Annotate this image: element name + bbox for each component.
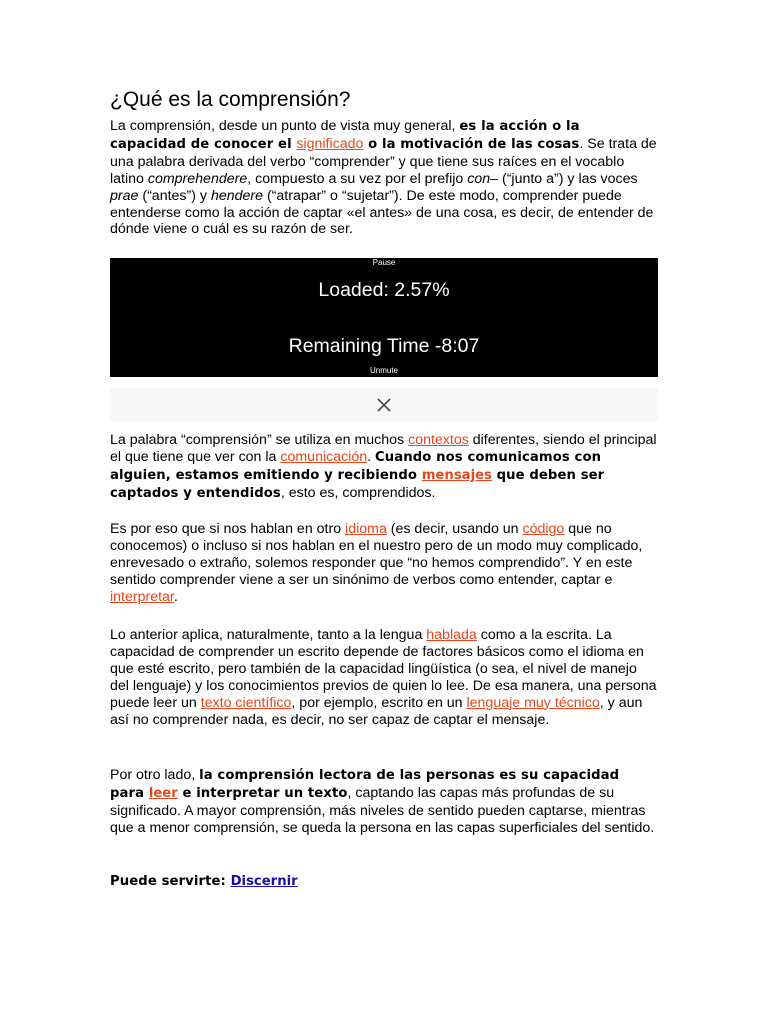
p2-bold-1: Cuando nos comunicamos con alguien, estamos emitiendo y recibiendo — [110, 449, 602, 483]
p1-italic-3: prae — [110, 187, 139, 204]
video-player[interactable] — [110, 258, 658, 377]
p1-text-4: – (“junto a”) y las voces — [490, 170, 638, 187]
link-hablada[interactable]: hablada — [426, 627, 477, 643]
link-discernir[interactable]: Discernir — [230, 874, 298, 889]
link-significado[interactable]: significado — [296, 135, 364, 152]
p4-text-1: Lo anterior aplica, naturalmente, tanto a la lengua — [110, 627, 427, 643]
related-link-line — [110, 873, 658, 891]
pause-button[interactable]: Pause — [372, 258, 396, 267]
p5-bold-2: e interpretar un texto — [177, 785, 348, 801]
link-texto-cientifico[interactable]: texto científico — [200, 694, 292, 711]
p2-bold-2: que deben ser captados y entendidos — [110, 467, 605, 501]
link-idioma[interactable]: idioma — [345, 521, 387, 537]
p3-text-4: . — [173, 588, 178, 605]
link-comunicacion[interactable]: comunicación — [280, 448, 368, 465]
link-mensajes[interactable]: mensajes — [421, 467, 492, 483]
loaded-status: Loaded: 2.57% — [318, 279, 450, 301]
paragraph-4 — [110, 627, 658, 728]
paragraph-2 — [110, 432, 658, 503]
p1-text-1: La comprensión, desde un punto de vista muy general, — [110, 118, 460, 134]
link-leer[interactable]: leer — [148, 785, 178, 801]
p5-bold-1: la comprensión lectora de las personas es su capacidad para — [110, 768, 620, 801]
p1-italic-2: con — [467, 170, 491, 187]
link-contextos[interactable]: contextos — [408, 432, 469, 448]
p2-text-4: , esto es, comprendidos. — [280, 484, 436, 501]
remaining-time: Remaining Time -8:07 — [288, 335, 480, 357]
paragraph-5 — [110, 767, 658, 837]
p1-text-6: (“atrapar” o “sujetar”). De este modo, comprender puede entenderse como la acción de captar «el antes» de una cosa, es decir, de entender de dónde viene o cuál es su razón de ser. — [110, 187, 654, 238]
page-title: ¿Qué es la comprensión? — [110, 88, 351, 111]
p2-text-3: . — [367, 448, 376, 465]
ad-close-bar — [110, 388, 658, 421]
p1-italic-4: hendere — [210, 187, 264, 204]
paragraph-1 — [110, 118, 658, 238]
p1-italic-1: comprehendere — [147, 170, 248, 187]
p1-bold-2: o la motivación de las cosas — [363, 136, 580, 152]
link-lenguaje-muy-tecnico[interactable]: lenguaje muy técnico — [466, 694, 600, 711]
p1-text-2: . Se trata de una palabra derivada del verbo “comprender” y que tiene sus raíces en el vocablo latino — [110, 135, 657, 187]
related-label: Puede servirte: — [110, 874, 231, 889]
p1-text-3: , compuesto a su vez por el prefijo — [247, 170, 468, 187]
p1-text-5: (“antes”) y — [138, 187, 211, 204]
unmute-button[interactable]: Unmute — [369, 366, 398, 375]
p2-text-1: La palabra “comprensión” se utiliza en muchos — [110, 432, 409, 448]
p5-text-1: Por otro lado, — [110, 767, 200, 783]
p1-bold-1: es la acción o la capacidad de conocer el — [110, 119, 580, 152]
p3-text-2: (es decir, usando un — [386, 521, 523, 537]
link-interpretar[interactable]: interpretar — [110, 588, 174, 605]
close-icon[interactable] — [376, 397, 392, 413]
paragraph-3 — [110, 521, 658, 606]
p4-text-3: , por ejemplo, escrito en un — [291, 694, 467, 711]
p2-text-2: diferentes, siendo el principal el que tiene que ver con la — [110, 432, 657, 465]
p3-text-1: Es por eso que si nos hablan en otro — [110, 521, 346, 537]
p3-text-3: que no conocemos) o incluso si nos hablan en el nuestro pero de un modo muy complicado, enrevesado o extraño, solemos responder que “no hemos comprendido”. Y en este sentido comprender viene a ser un sinónimo de verbos como entender, captar e — [110, 521, 643, 588]
p4-text-2: como a la escrita. La capacidad de comprender un escrito depende de factores básicos como el idioma en que esté escrito, pero también de la capacidad lingüística (o sea, el nivel de manejo del lenguaje) y los conocimientos previos de quien lo lee. De esa manera, una persona puede leer un — [110, 627, 657, 711]
p4-text-4: , y aun así no comprender nada, es decir, no ser capaz de captar el mensaje. — [110, 694, 643, 728]
link-codigo[interactable]: código — [522, 521, 565, 537]
p5-text-2: , captando las capas más profundas de su significado. A mayor comprensión, más niveles de sentido pueden captarse, mientras que a menor comprensión, se queda la persona en las capas superficiales del sentido. — [110, 784, 655, 836]
